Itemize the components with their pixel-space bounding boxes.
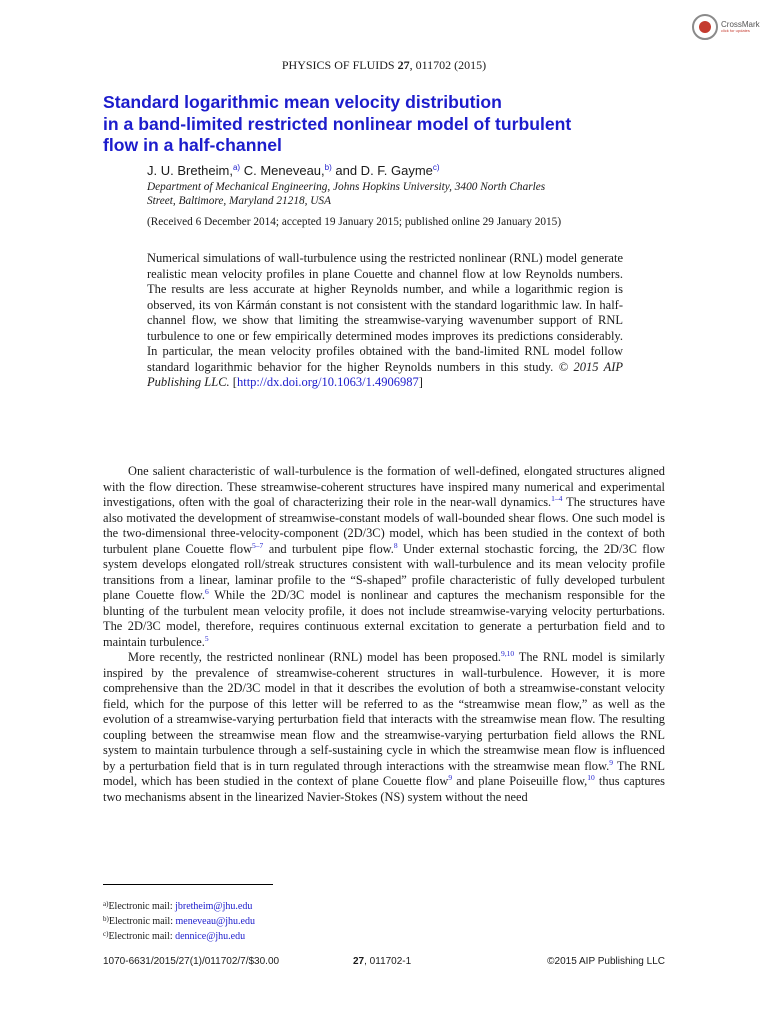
reference-link[interactable]: 9	[448, 772, 453, 782]
footnote-label: Electronic mail:	[108, 916, 176, 927]
crossmark-icon	[692, 14, 718, 40]
footer-page-number: , 011702-1	[364, 956, 412, 967]
journal-header	[0, 58, 768, 73]
email-link[interactable]: jbretheim@jhu.edu	[175, 901, 253, 912]
paragraph-text: and plane Poiseuille flow,	[452, 774, 588, 788]
article-title	[103, 92, 663, 157]
footnote-mark: b)	[103, 915, 109, 923]
footer-copyright: ©2015 AIP Publishing LLC	[547, 956, 665, 967]
paragraph	[103, 464, 665, 650]
author-list	[147, 163, 440, 178]
author-footnote-mark[interactable]: a)	[232, 163, 241, 172]
footer-code: 1070-6631/2015/27(1)/011702/7/$30.00	[103, 956, 280, 967]
paragraph-text: The RNL model is similarly inspired by the prevalence of streamwise-coherent structures in wall-turbulence. However, it is more comprehensive than the 2D/3C model in that it describes the evolution of both a streamwise-constant velocity field, which for the purpose of this letter will be referred to as the “streamwise mean flow,” as well as the evolution of a streamwise-varying perturbation field that interacts with the streamwise mean flow. The resulting coupling between the streamwise mean flow and the streamwise-varying perturbation field allows the RNL system to maintain turbulence through a self-sustaining cycle in which the streamwise mean flow is influenced by a perturbation field that is in turn regulated through interactions with the streamwise mean flow.	[103, 650, 665, 773]
crossmark-badge[interactable]	[692, 14, 760, 40]
journal-name: PHYSICS OF FLUIDS	[281, 58, 395, 72]
paragraph-text: thus captures two mechanisms absent in the linearized Navier-Stokes (NS) system without the need	[103, 774, 665, 804]
doi-bracket: [	[232, 375, 237, 389]
affiliation-line: Street, Baltimore, Maryland 21218, USA	[147, 195, 331, 207]
paragraph-text: The RNL model, which has been studied in the context of plane Couette flow	[103, 758, 665, 788]
author-footnote-mark[interactable]: b)	[324, 163, 332, 172]
reference-link[interactable]: 1–4	[551, 493, 563, 503]
title-line: flow in a half-channel	[103, 135, 282, 155]
author-footnote-mark[interactable]: c)	[432, 163, 440, 172]
paragraph-text: While the 2D/3C model is nonlinear and captures the mechanism responsible for the blunting of the turbulent mean velocity profile, it does not include streamwise-varying velocity perturbations. The 2D/3C model, therefore, requires continuous external excitation to generate a perturbation field and to maintain turbulence.	[103, 588, 665, 649]
footnote	[103, 913, 255, 928]
reference-link[interactable]: 9	[609, 757, 613, 767]
reference-link[interactable]: 8	[393, 540, 398, 550]
footnote-divider	[103, 884, 273, 885]
footer-volume: 27	[353, 956, 365, 967]
title-line: Standard logarithmic mean velocity distribution	[103, 92, 502, 112]
paragraph-text: The structures have also motivated the development of streamwise-constant models of wall-bounded shear flows. One such model is the two-dimensional three-velocity-component (2D/3C) model, which has been studied in the context of both turbulent plane Couette flow	[103, 495, 665, 556]
footnote-mark: a)	[103, 900, 109, 908]
footnote-label: Electronic mail:	[108, 931, 176, 942]
paragraph-text: and turbulent pipe flow.	[263, 541, 394, 556]
affiliation	[147, 180, 627, 208]
footnote	[103, 928, 255, 943]
received-dates: (Received 6 December 2014; accepted 19 January 2015; published online 29 January 2015)	[147, 216, 562, 228]
footer-page	[353, 956, 411, 967]
reference-link[interactable]: 5–7	[252, 540, 264, 550]
title-line: in a band-limited restricted nonlinear model of turbulent	[103, 113, 572, 134]
reference-link[interactable]: 9,10	[501, 648, 515, 658]
footnote-mark: c)	[103, 930, 109, 938]
reference-link[interactable]: 5	[204, 633, 209, 643]
reference-link[interactable]: 6	[204, 586, 209, 596]
paragraph	[103, 650, 665, 805]
journal-volume: 27	[397, 58, 410, 72]
paragraph-text: Under external stochastic forcing, the 2D/3C flow system develops elongated roll/streak structures consistent with wall-turbulence and its mean velocity profile transitions from a linear, laminar profile to the “S-shaped” profile characteristic of fully developed turbulent plane Couette flow.	[103, 541, 665, 602]
body-text	[103, 464, 665, 805]
journal-article-info: , 011702 (2015)	[409, 58, 487, 72]
crossmark-title: CrossMark	[721, 20, 760, 29]
abstract-text: Numerical simulations of wall-turbulence using the restricted nonlinear (RNL) model generate realistic mean velocity profiles in plane Couette and channel flow at low Reynolds numbers. The results are less accurate at higher Reynolds number, and while a logarithmic region is observed, its von Kármán constant is not consistent with the standard logarithmic law. In half-channel flow, we show that limiting the streamwise-varying wavenumber support of RNL turbulence to one or few empirically determined modes improves its predictions considerably. In particular, the mean velocity profiles obtained with the band-limited RNL model follow standard logarithmic behavior for the higher Reynolds numbers in this study.	[147, 251, 623, 374]
author-name: C. Meneveau,	[240, 163, 325, 178]
footnote-label: Electronic mail:	[108, 901, 176, 912]
email-link[interactable]: meneveau@jhu.edu	[175, 916, 255, 927]
abstract	[147, 251, 623, 391]
footnote	[103, 898, 255, 913]
author-name: and D. F. Gayme	[331, 163, 433, 178]
author-name: J. U. Bretheim,	[147, 163, 233, 178]
paragraph-text: One salient characteristic of wall-turbulence is the formation of well-defined, elongated structures aligned with the flow direction. These streamwise-coherent structures have inspired many numerical and experimental investigations, often with the goal of characterizing their role in the near-wall dynamics.	[103, 464, 665, 509]
doi-link[interactable]: http://dx.doi.org/10.1063/1.4906987	[236, 375, 419, 389]
doi-bracket: ]	[418, 375, 423, 389]
email-link[interactable]: dennice@jhu.edu	[175, 931, 246, 942]
paragraph-text: More recently, the restricted nonlinear (RNL) model has been proposed.	[128, 650, 502, 664]
footnotes	[103, 898, 255, 943]
crossmark-subtitle: click for updates	[721, 28, 750, 33]
affiliation-line: Department of Mechanical Engineering, Johns Hopkins University, 3400 North Charles	[147, 181, 546, 193]
reference-link[interactable]: 10	[587, 772, 595, 782]
abstract-copyright: © 2015 AIP Publishing LLC.	[147, 359, 623, 389]
